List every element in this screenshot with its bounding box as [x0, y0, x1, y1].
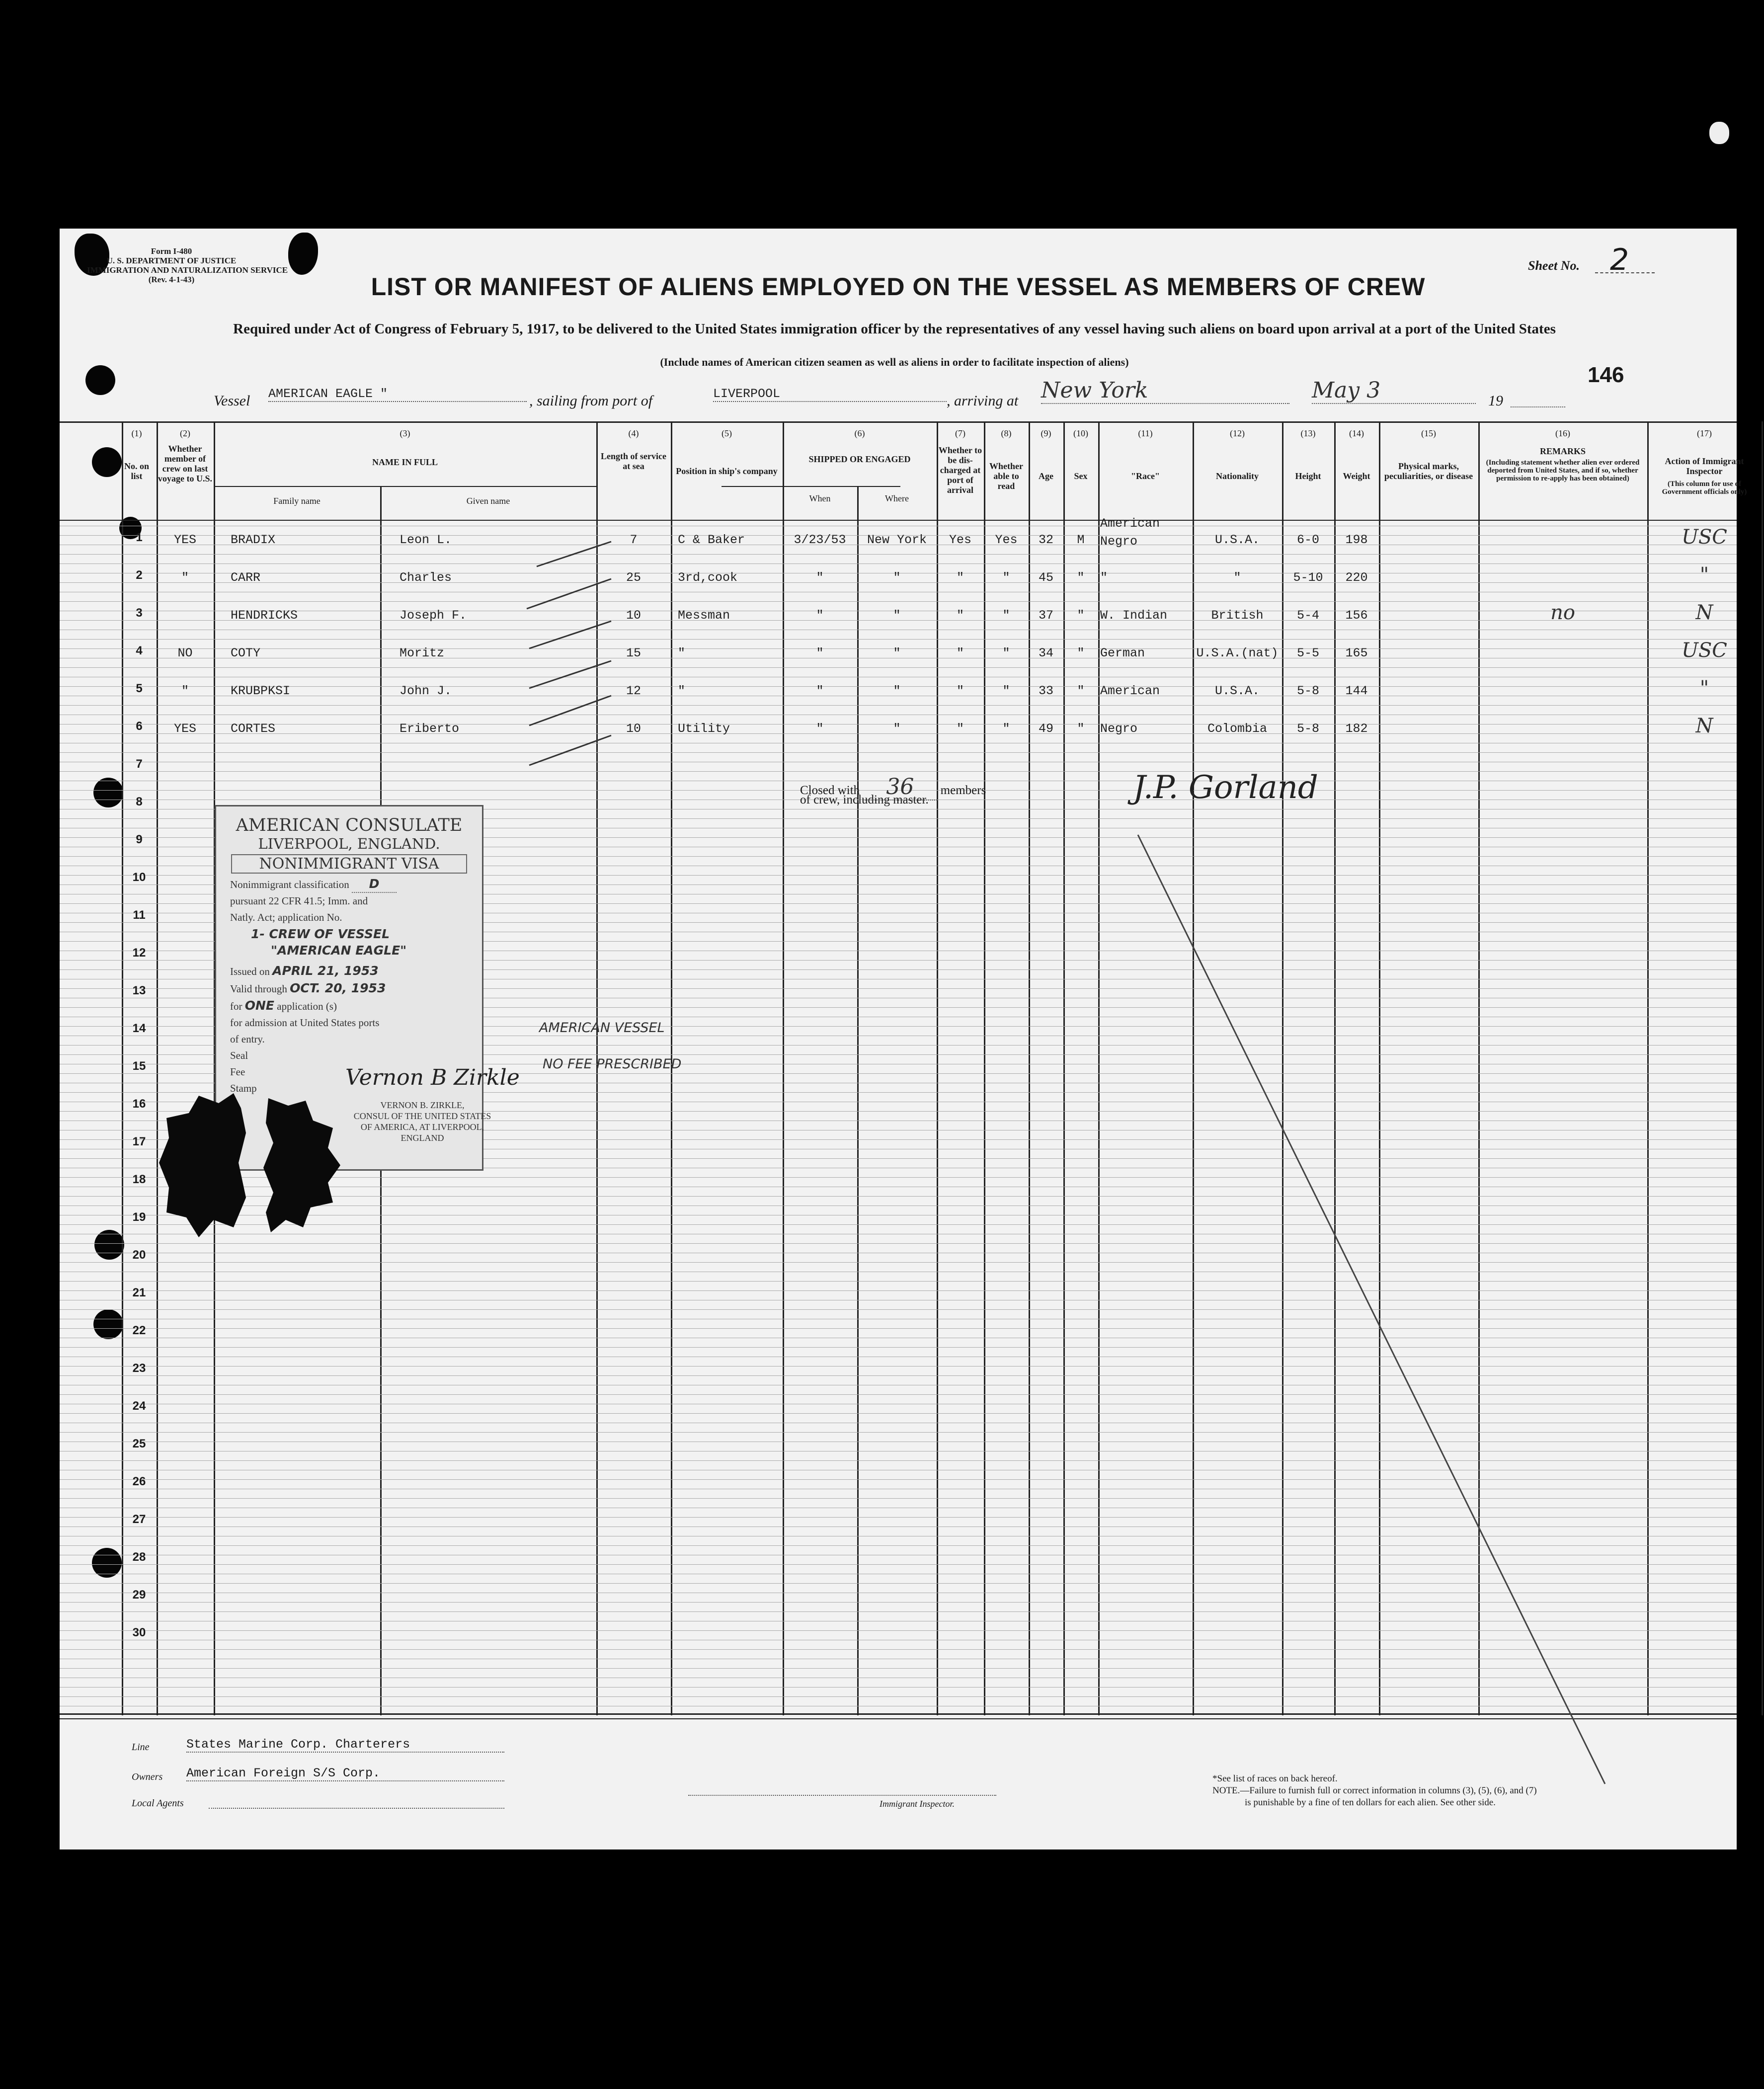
cell-age: 33 — [1038, 684, 1053, 698]
stamp-line-5: pursuant 22 CFR 41.5; Imm. and — [230, 895, 368, 907]
header-whether-member: Whether member of crew on last voyage to U.S. — [158, 444, 212, 483]
cell-height: 5-4 — [1296, 608, 1319, 623]
strike-5 — [529, 696, 611, 725]
cell-race: W. Indian — [1100, 608, 1168, 623]
cell-read: " — [1002, 646, 1010, 660]
row-number: 16 — [132, 1097, 146, 1111]
header-given-name: Given name — [466, 496, 510, 506]
cell-action: " — [1699, 563, 1709, 586]
arriving-value: New York — [1041, 378, 1289, 404]
colnum-16: (16) — [1555, 428, 1570, 438]
row-number: 29 — [132, 1588, 146, 1602]
form-number: Form I-480 — [151, 246, 192, 256]
cell-family: BRADIX — [231, 533, 276, 547]
colnum-4: (4) — [628, 428, 639, 438]
row-number: 14 — [132, 1022, 146, 1035]
cell-given: Leon L. — [400, 533, 452, 547]
cell-nationality: British — [1211, 608, 1264, 623]
cell-weight: 220 — [1345, 570, 1368, 585]
cell-discharged: " — [956, 570, 964, 585]
stamp-line-1: AMERICAN CONSULATE — [236, 815, 463, 835]
cell-discharged: " — [956, 722, 964, 736]
cell-action: USC — [1682, 639, 1727, 662]
cell-where: " — [893, 722, 901, 736]
stamp-issued — [216, 963, 482, 980]
header-physical: Physical marks, peculiarities, or disease — [1384, 461, 1473, 481]
subnote: (Include names of American citizen seamen as well as aliens in order to facilitate inspection of aliens) — [660, 356, 1129, 368]
cell-when: " — [816, 722, 824, 736]
cell-position: 3rd,cook — [678, 570, 738, 585]
cell-given: Charles — [400, 570, 452, 585]
header-position: Position in ship's company — [676, 466, 778, 476]
cell-sex: " — [1077, 684, 1085, 698]
row-number: 2 — [136, 568, 143, 582]
stamp-number: 146 — [1588, 363, 1624, 387]
cell-read: " — [1002, 722, 1010, 736]
colnum-10: (10) — [1073, 428, 1088, 438]
cell-action: " — [1699, 677, 1709, 700]
colnum-14: (14) — [1349, 428, 1364, 438]
cell-sex: M — [1077, 533, 1085, 547]
cell-action: N — [1695, 601, 1713, 624]
american-vessel-note: AMERICAN VESSEL — [539, 1020, 665, 1036]
cell-weight: 182 — [1345, 722, 1368, 736]
closed-prefix: Closed with — [800, 784, 860, 797]
cell-sex: " — [1077, 570, 1085, 585]
application-label: application (s) — [277, 1000, 337, 1012]
cell-discharged: " — [956, 684, 964, 698]
seal-right — [263, 1098, 340, 1232]
cell-family: COTY — [231, 646, 261, 660]
row-number: 3 — [136, 606, 143, 620]
header-action-note: (This column for use of Government officials only) — [1662, 480, 1747, 496]
cell-action: N — [1695, 715, 1713, 737]
row-number: 30 — [132, 1626, 146, 1639]
stamp-stamp-label: Stamp — [230, 1082, 257, 1094]
strike-2 — [527, 579, 611, 609]
cell-given: John J. — [400, 684, 452, 698]
colnum-1: (1) — [131, 428, 142, 438]
row-number: 8 — [136, 795, 143, 808]
sheet-label: Sheet No. — [1528, 258, 1580, 273]
agents-label: Local Agents — [132, 1798, 184, 1809]
cell-weight: 156 — [1345, 608, 1368, 623]
cell-position: " — [678, 684, 686, 698]
year-label: 19 — [1488, 393, 1503, 409]
header-nationality: Nationality — [1215, 471, 1259, 481]
stamp-line-6: Natly. Act; application No. — [230, 911, 342, 923]
cell-age: 34 — [1038, 646, 1053, 660]
header-race: "Race" — [1131, 471, 1160, 481]
cell-family: KRUBPKSI — [231, 684, 291, 698]
for-label: for — [230, 1000, 242, 1012]
cell-race: American — [1100, 684, 1160, 698]
cell-where: " — [893, 608, 901, 623]
owners-value: American Foreign S/S Corp. — [186, 1766, 504, 1781]
valid-date: OCT. 20, 1953 — [290, 981, 386, 995]
issued-date: APRIL 21, 1953 — [272, 964, 379, 978]
no-fee-note: NO FEE PRESCRIBED — [543, 1056, 682, 1072]
cell-age: 45 — [1038, 570, 1053, 585]
cell-height: 5-8 — [1296, 684, 1319, 698]
colnum-2: (2) — [180, 428, 190, 438]
row-number: 28 — [132, 1550, 146, 1564]
cell-family: CORTES — [231, 722, 276, 736]
cell-sex: " — [1077, 646, 1085, 660]
header-age: Age — [1039, 471, 1053, 481]
cell-height: 5-10 — [1293, 570, 1323, 585]
fine-note-2: is punishable by a fine of ten dollars for each alien. See other side. — [1245, 1797, 1496, 1808]
header-length-service: Length of service at sea — [601, 451, 666, 471]
colnum-13: (13) — [1300, 428, 1316, 438]
colnum-8: (8) — [1001, 428, 1012, 438]
for-value: ONE — [244, 998, 275, 1013]
cell-race: " — [1100, 570, 1108, 585]
header-name-in-full: NAME IN FULL — [372, 457, 438, 467]
cell-race: German — [1100, 646, 1145, 660]
cell-member: YES — [173, 722, 196, 736]
cell-age: 49 — [1038, 722, 1053, 736]
colnum-6: (6) — [854, 428, 865, 438]
stamp-fee-label: Fee — [230, 1066, 245, 1078]
cell-member: " — [181, 684, 189, 698]
strike-4 — [529, 661, 611, 688]
stamp-classification — [216, 876, 482, 893]
cell-length: 25 — [626, 570, 641, 585]
row-number: 27 — [132, 1513, 146, 1526]
cell-member: NO — [177, 646, 193, 660]
colnum-15: (15) — [1421, 428, 1436, 438]
colnum-7: (7) — [955, 428, 965, 438]
strike-1 — [537, 542, 611, 566]
cell-discharged: Yes — [949, 533, 971, 547]
embossed-seal — [139, 1078, 348, 1247]
row-number: 15 — [132, 1059, 146, 1073]
consul-name: VERNON B. ZIRKLE, — [380, 1100, 465, 1110]
colnum-5: (5) — [722, 428, 732, 438]
header-remarks: REMARKS — [1539, 446, 1586, 456]
cell-position: C & Baker — [678, 533, 745, 547]
owners-label: Owners — [132, 1771, 163, 1782]
header-when: When — [809, 493, 831, 503]
row-number: 19 — [132, 1210, 146, 1224]
row-number: 4 — [136, 644, 143, 657]
cell-race: American Negro — [1100, 516, 1160, 549]
classification-value: D — [352, 876, 397, 893]
line-label: Line — [132, 1742, 150, 1753]
cell-where: New York — [867, 533, 927, 547]
header-shipped: SHIPPED OR ENGAGED — [808, 454, 911, 464]
stamp-admission: for admission at United States ports — [230, 1017, 380, 1029]
port-value: LIVERPOOL — [713, 387, 947, 402]
arriving-label: , arriving at — [947, 393, 1019, 409]
row-number: 12 — [132, 946, 146, 960]
header-remarks-note: (Including statement whether alien ever ordered deported from United States, and if so, whether permission to re-apply has been obtained) — [1486, 459, 1640, 482]
cell-when: " — [816, 646, 824, 660]
races-note: *See list of races on back hereof. — [1212, 1773, 1338, 1784]
header-no-on-list: No. on list — [124, 461, 149, 481]
page-title: LIST OR MANIFEST OF ALIENS EMPLOYED ON THE VESSEL AS MEMBERS OF CREW — [371, 273, 1426, 301]
cell-length: 15 — [626, 646, 641, 660]
arrival-date: May 3 — [1312, 378, 1476, 404]
closed-line2: of crew, including master. — [800, 793, 929, 806]
stamp-seal-label: Seal — [230, 1049, 248, 1061]
valid-label: Valid through — [230, 983, 287, 995]
row-number: 22 — [132, 1324, 146, 1337]
stamp-entry: of entry. — [230, 1033, 265, 1045]
row-number: 11 — [133, 908, 146, 922]
row-number: 24 — [132, 1399, 146, 1413]
cell-when: " — [816, 608, 824, 623]
vessel-label: Vessel — [214, 393, 250, 409]
service: IMMIGRATION AND NATURALIZATION SERVICE — [87, 265, 288, 275]
revision: (Rev. 4-1-43) — [148, 275, 195, 284]
pen-line — [1138, 835, 1605, 1784]
row-number: 6 — [136, 720, 143, 733]
cell-nationality: Colombia — [1207, 722, 1268, 736]
cell-length: 7 — [630, 533, 638, 547]
colnum-17: (17) — [1697, 428, 1712, 438]
fine-note: NOTE.—Failure to furnish full or correct information in columns (3), (5), (6), and (7) — [1212, 1785, 1537, 1796]
row-number: 18 — [132, 1173, 146, 1186]
cell-given: Joseph F. — [400, 608, 467, 623]
cell-nationality: " — [1233, 570, 1241, 585]
cell-read: " — [1002, 608, 1010, 623]
classification-label: Nonimmigrant classification — [230, 879, 349, 890]
row-number: 21 — [132, 1286, 146, 1299]
stamp-crew-of-vessel: 1- CREW OF VESSEL — [251, 927, 390, 941]
consul-signature: Vernon B Zirkle — [345, 1065, 520, 1090]
issued-label: Issued on — [230, 965, 270, 977]
header-sex: Sex — [1074, 471, 1088, 481]
stamp-line-2: LIVERPOOL, ENGLAND. — [258, 835, 440, 852]
cell-age: 37 — [1038, 608, 1053, 623]
cell-given: Eriberto — [400, 722, 460, 736]
row-number: 26 — [132, 1475, 146, 1488]
cell-read: " — [1002, 684, 1010, 698]
cell-weight: 165 — [1345, 646, 1368, 660]
cell-member: YES — [173, 533, 196, 547]
row-number: 17 — [132, 1135, 146, 1148]
cell-sex: " — [1077, 722, 1085, 736]
cell-where: " — [893, 646, 901, 660]
colnum-9: (9) — [1041, 428, 1051, 438]
line-value: States Marine Corp. Charterers — [186, 1737, 504, 1753]
colnum-12: (12) — [1230, 428, 1245, 438]
row-number: 10 — [132, 871, 146, 884]
row-number: 23 — [132, 1362, 146, 1375]
strike-3 — [529, 621, 611, 648]
cell-weight: 144 — [1345, 684, 1368, 698]
cell-height: 5-5 — [1296, 646, 1319, 660]
cell-family: HENDRICKS — [231, 608, 298, 623]
cell-discharged: " — [956, 608, 964, 623]
header-height: Height — [1295, 471, 1321, 481]
closed-count: 36 — [863, 774, 937, 801]
cell-height: 5-8 — [1296, 722, 1319, 736]
cell-remarks: no — [1550, 601, 1575, 624]
cell-weight: 198 — [1345, 533, 1368, 547]
cell-length: 10 — [626, 608, 641, 623]
subtitle: Required under Act of Congress of February 5, 1917, to be delivered to the United States immigration officer by the representatives of any vessel having such aliens on board upon arrival at a port of the United States — [233, 321, 1556, 337]
row-number: 13 — [132, 984, 146, 997]
consul-block — [348, 1100, 497, 1143]
inspector-blank — [688, 1795, 996, 1796]
port-label: , sailing from port of — [529, 393, 653, 409]
consul-title: CONSUL OF THE UNITED STATES — [353, 1111, 491, 1121]
cell-where: " — [893, 684, 901, 698]
header-weight: Weight — [1343, 471, 1370, 481]
inspector-label: Immigrant Inspector. — [880, 1799, 955, 1809]
cell-read: " — [1002, 570, 1010, 585]
cell-nationality: U.S.A. — [1214, 684, 1260, 698]
row-number: 1 — [136, 531, 143, 544]
header-family-name: Family name — [273, 496, 321, 506]
cell-length: 12 — [626, 684, 641, 698]
cell-when: 3/23/53 — [794, 533, 846, 547]
stamp-line-3: NONIMMIGRANT VISA — [231, 854, 467, 874]
cell-race: Negro — [1100, 722, 1138, 736]
row-number: 7 — [136, 757, 143, 771]
sheet-number: 2 — [1610, 242, 1629, 277]
closed-suffix: members — [940, 784, 986, 797]
strike-6 — [529, 735, 611, 765]
stamp-for — [216, 997, 482, 1015]
cell-height: 6-0 — [1296, 533, 1319, 547]
cell-read: Yes — [995, 533, 1018, 547]
stamp-vessel-name: "AMERICAN EAGLE" — [271, 943, 407, 958]
cell-nationality: U.S.A.(nat) — [1196, 646, 1279, 660]
agents-blank — [209, 1808, 504, 1809]
header-action: Action of Immigrant Inspector — [1665, 456, 1744, 476]
cell-age: 32 — [1038, 533, 1053, 547]
row-number: 9 — [136, 833, 143, 846]
department: U. S. DEPARTMENT OF JUSTICE — [106, 256, 237, 265]
cell-sex: " — [1077, 608, 1085, 623]
header-discharged: Whether to be dis-charged at port of arrival — [938, 445, 982, 495]
cell-discharged: " — [956, 646, 964, 660]
row-number: 25 — [132, 1437, 146, 1450]
consul-place: OF AMERICA, AT LIVERPOOL, ENGLAND — [360, 1122, 484, 1143]
seal-left — [159, 1093, 246, 1237]
colnum-3: (3) — [400, 428, 410, 438]
cell-position: Utility — [678, 722, 730, 736]
header-where: Where — [885, 493, 909, 503]
cell-given: Moritz — [400, 646, 445, 660]
row-number: 20 — [132, 1248, 146, 1262]
inspector-signature: J.P. Gorland — [1133, 769, 1318, 806]
cell-action: USC — [1682, 526, 1727, 549]
colnum-11: (11) — [1138, 428, 1153, 438]
vessel-name: AMERICAN EAGLE " — [268, 387, 527, 402]
cell-length: 10 — [626, 722, 641, 736]
cell-nationality: U.S.A. — [1214, 533, 1260, 547]
cell-position: " — [678, 646, 686, 660]
cell-when: " — [816, 684, 824, 698]
cell-position: Messman — [678, 608, 730, 623]
stamp-valid — [216, 980, 482, 997]
cell-member: " — [181, 570, 189, 585]
row-number: 5 — [136, 682, 143, 695]
cell-family: CARR — [231, 570, 261, 585]
cell-when: " — [816, 570, 824, 585]
cell-where: " — [893, 570, 901, 585]
header-able-read: Whether able to read — [989, 461, 1023, 491]
